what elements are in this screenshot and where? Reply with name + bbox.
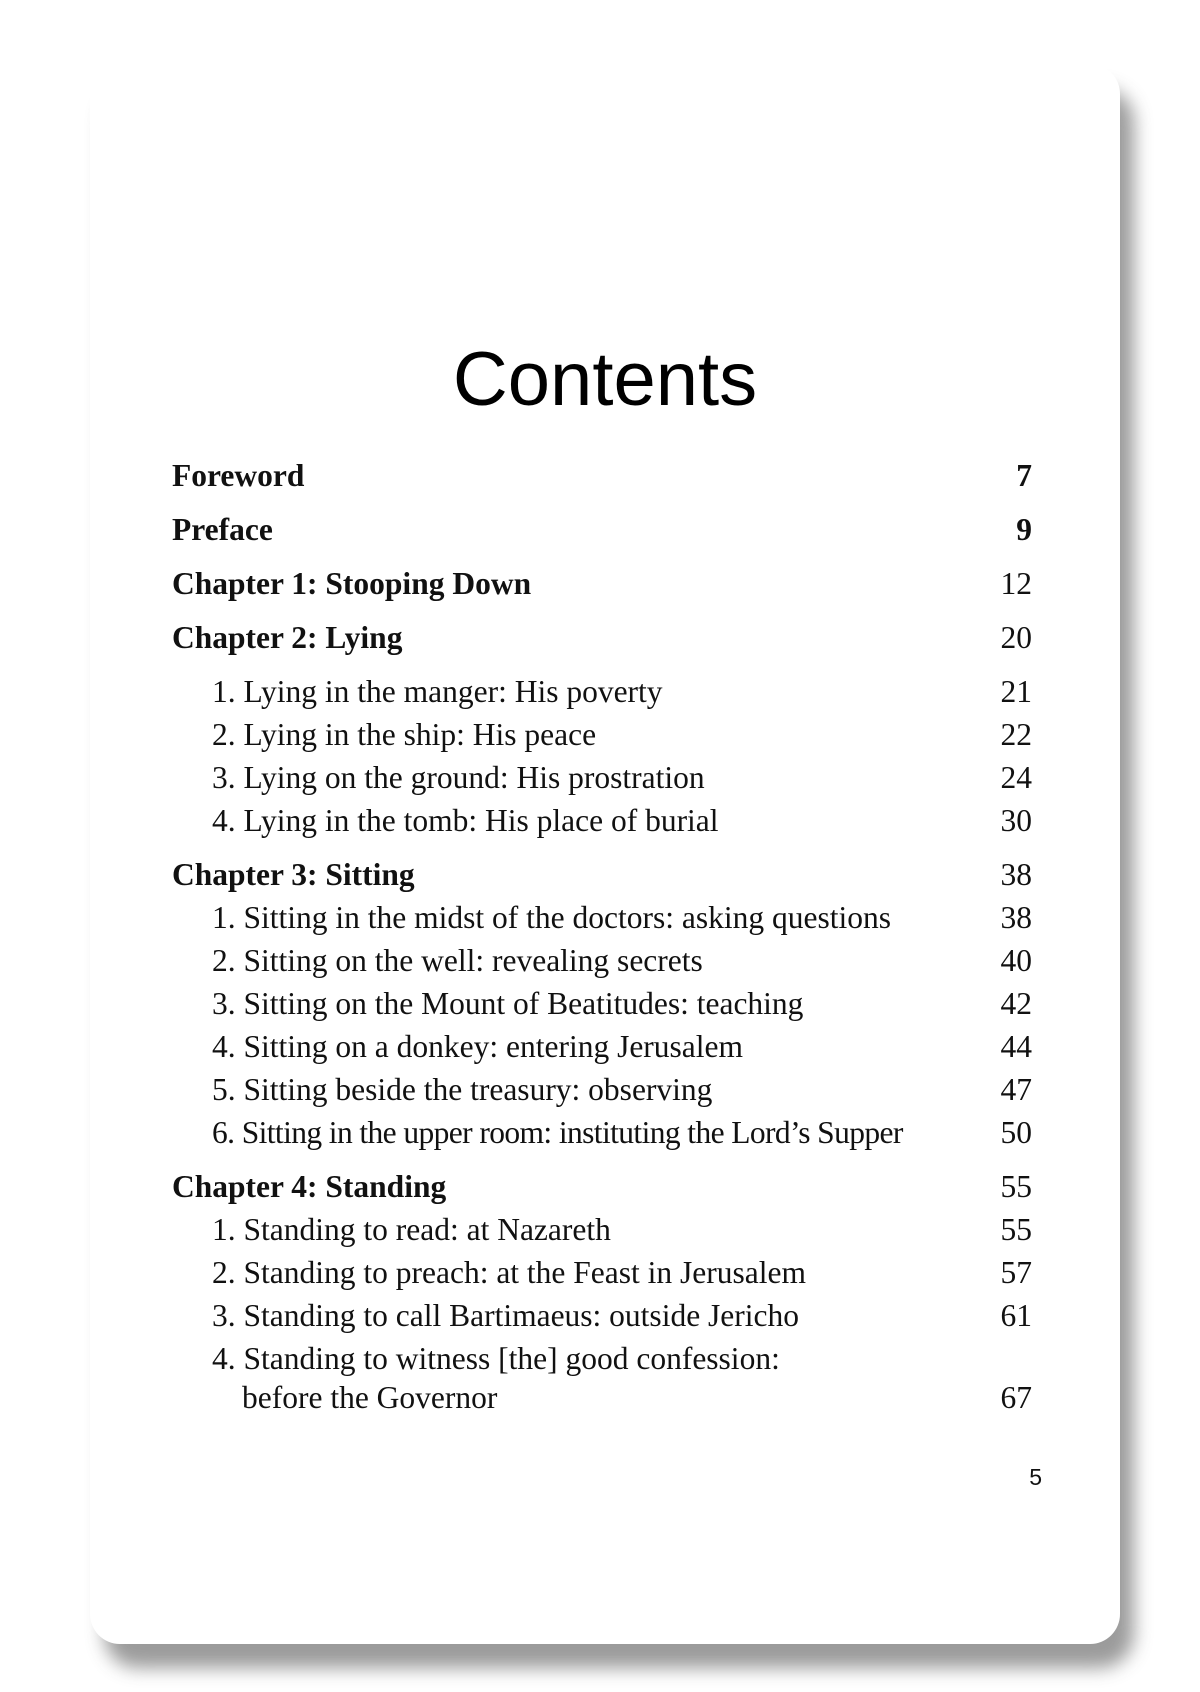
toc-entry-page: 9 — [1016, 512, 1032, 547]
toc-entry-foreword — [172, 456, 1032, 496]
toc-entry-label: 3. Sitting on the Mount of Beatitudes: teaching — [212, 986, 804, 1021]
toc-entry-page: 57 — [1000, 1255, 1032, 1290]
toc-subentry — [172, 898, 1032, 938]
toc-entry-label: Chapter 4: Standing — [172, 1169, 447, 1204]
toc-subentry — [172, 984, 1032, 1024]
toc-entry-page: 42 — [1000, 986, 1032, 1021]
toc-entry-page: 7 — [1016, 458, 1032, 493]
toc-entry-label: Preface — [172, 512, 273, 547]
toc-entry-page: 44 — [1000, 1029, 1032, 1064]
toc-entry-label: Foreword — [172, 458, 305, 493]
toc-entry-page: 22 — [1000, 717, 1032, 752]
toc-entry-label: 6. Sitting in the upper room: instituting the Lord’s Supper — [212, 1115, 903, 1150]
toc-entry-page: 50 — [1000, 1115, 1032, 1150]
toc-entry-label: before the Governor — [242, 1380, 498, 1415]
toc-entry-page: 21 — [1000, 674, 1032, 709]
toc-entry-page: 40 — [1000, 943, 1032, 978]
toc-subentry — [172, 1210, 1032, 1250]
toc-subentry — [172, 1253, 1032, 1293]
toc-entry-label: 2. Lying in the ship: His peace — [212, 717, 597, 752]
toc-chapter-2 — [172, 618, 1032, 658]
toc-entry-page: 47 — [1000, 1072, 1032, 1107]
toc-chapter-4 — [172, 1167, 1032, 1207]
toc-subentry — [172, 1296, 1032, 1336]
toc-subentry — [172, 758, 1032, 798]
toc-entry-label: 4. Lying in the tomb: His place of burial — [212, 803, 719, 838]
toc-entry-page: 12 — [1000, 566, 1032, 601]
toc-subentry — [172, 801, 1032, 841]
toc-subentry — [172, 1027, 1032, 1067]
toc-chapter-1 — [172, 564, 1032, 604]
toc-entry-label: 3. Standing to call Bartimaeus: outside Jericho — [212, 1298, 800, 1333]
toc-subentry-continuation — [172, 1378, 1032, 1418]
toc-chapter-3 — [172, 855, 1032, 895]
toc-subentry — [172, 941, 1032, 981]
toc-subentry — [172, 1113, 1032, 1153]
toc-subentry — [172, 1070, 1032, 1110]
toc-entry-label: 1. Sitting in the midst of the doctors: asking questions — [212, 900, 891, 935]
toc-entry-label: Chapter 1: Stooping Down — [172, 566, 532, 601]
toc-entry-label: 4. Standing to witness [the] good confession: — [212, 1341, 780, 1376]
toc-entry-page: 20 — [1000, 620, 1032, 655]
toc-entry-page: 55 — [1000, 1212, 1032, 1247]
toc-entry-label: 4. Sitting on a donkey: entering Jerusalem — [212, 1029, 744, 1064]
toc-entry-page: 38 — [1000, 857, 1032, 892]
toc-entry-preface — [172, 510, 1032, 550]
toc-subentry — [172, 672, 1032, 712]
book-page — [90, 64, 1120, 1644]
toc-entry-page: 30 — [1000, 803, 1032, 838]
toc-entry-page: 67 — [1000, 1380, 1032, 1415]
toc-entry-label: 1. Standing to read: at Nazareth — [212, 1212, 611, 1247]
toc-entry-page: 24 — [1000, 760, 1032, 795]
toc-entry-label: 3. Lying on the ground: His prostration — [212, 760, 705, 795]
toc-entry-label: 5. Sitting beside the treasury: observing — [212, 1072, 713, 1107]
toc-entry-label: Chapter 3: Sitting — [172, 857, 415, 892]
toc-entry-label: 2. Standing to preach: at the Feast in Jerusalem — [212, 1255, 806, 1290]
page-number: 5 — [1029, 1464, 1042, 1490]
toc-entry-page: 61 — [1000, 1298, 1032, 1333]
toc-subentry — [172, 1339, 1032, 1379]
toc-entry-label: Chapter 2: Lying — [172, 620, 403, 655]
toc-subentry — [172, 715, 1032, 755]
toc-entry-label: 2. Sitting on the well: revealing secrets — [212, 943, 703, 978]
toc-entry-page: 55 — [1000, 1169, 1032, 1204]
page-title: Contents — [452, 337, 758, 422]
toc-entry-page: 38 — [1000, 900, 1032, 935]
toc-entry-label: 1. Lying in the manger: His poverty — [212, 674, 663, 709]
